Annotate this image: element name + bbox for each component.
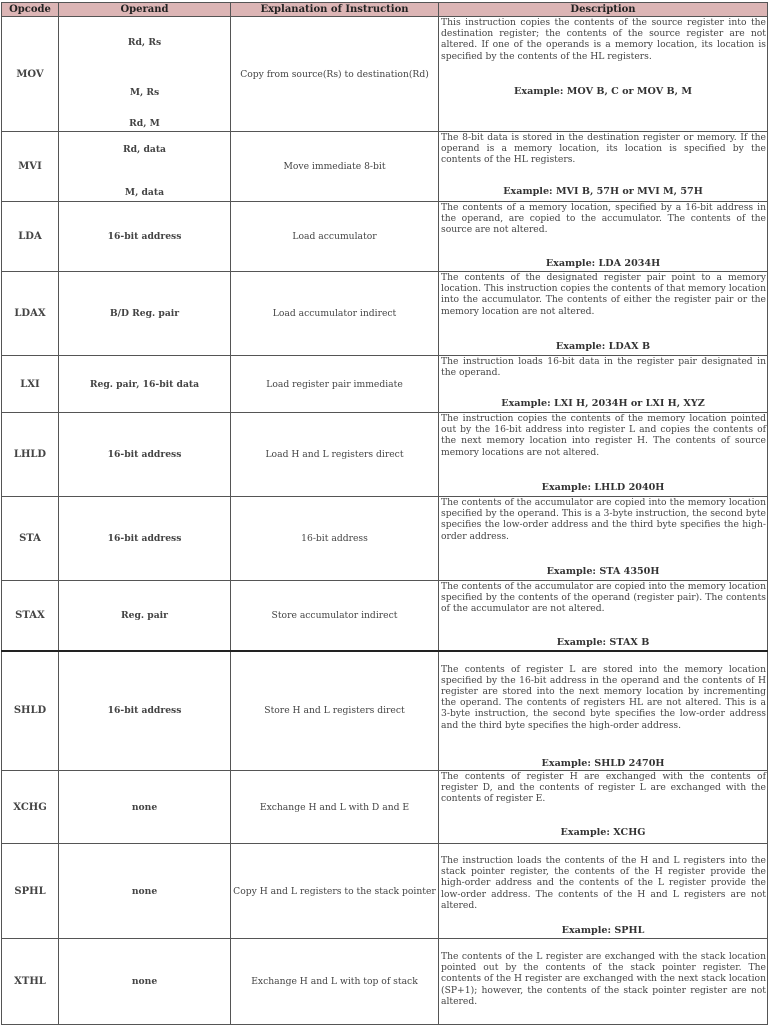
operand-value: Rd, Rs xyxy=(127,37,162,48)
description-text: The 8-bit data is stored in the destination register or memory. If the operand is a memory location, its location is specified by the contents of the HL registers. xyxy=(441,132,766,166)
opcode-cell: MVI xyxy=(2,132,59,202)
example-text: Example: STA 4350H xyxy=(546,566,660,577)
instruction-table xyxy=(1,2,768,1025)
operand-cell: none xyxy=(59,844,231,939)
operand-value: M, Rs xyxy=(129,87,160,98)
explanation-cell: Copy H and L registers to the stack pointer xyxy=(231,844,439,939)
description-text: The instruction copies the contents of the memory location pointed out by the 16-bit address into register L and copies the contents of the next memory location into register H. The contents of source memory locations are not altered. xyxy=(441,413,766,458)
opcode-cell: STA xyxy=(2,497,59,581)
operand-cell: Reg. pair, 16-bit data xyxy=(59,356,231,413)
table-row xyxy=(2,581,768,651)
description-cell xyxy=(439,844,768,939)
operand-cell: 16-bit address xyxy=(59,202,231,272)
opcode-cell: LDA xyxy=(2,202,59,272)
description-text: The instruction loads the contents of the H and L registers into the stack pointer register, the contents of the H register provide the high-order address and the contents of the L register provide the low-order address. The contents of the H and L registers are not altered. xyxy=(441,855,766,911)
operand-cell: none xyxy=(59,939,231,1025)
description-cell xyxy=(439,413,768,497)
description-text: The contents of the accumulator are copied into the memory location specified by the contents of the operand (register pair). The contents of the accumulator are not altered. xyxy=(441,581,766,615)
table-row xyxy=(2,497,768,581)
opcode-cell: SPHL xyxy=(2,844,59,939)
explanation-cell: Exchange H and L with top of stack xyxy=(231,939,439,1025)
example-text: Example: SHLD 2470H xyxy=(541,757,665,769)
example-text: Example: SPHL xyxy=(561,925,645,936)
explanation-cell: Load accumulator xyxy=(231,202,439,272)
opcode-cell: SHLD xyxy=(2,651,59,771)
table-row xyxy=(2,356,768,413)
opcode-cell: XTHL xyxy=(2,939,59,1025)
explanation-cell: Load H and L registers direct xyxy=(231,413,439,497)
example-text: Example: LHLD 2040H xyxy=(541,482,665,493)
opcode-cell: LDAX xyxy=(2,272,59,356)
operand-value: M, data xyxy=(124,187,165,198)
table-row xyxy=(2,413,768,497)
description-cell xyxy=(439,17,768,132)
header-opcode: Opcode xyxy=(2,3,59,17)
opcode-cell: XCHG xyxy=(2,771,59,844)
description-text: The contents of the accumulator are copied into the memory location specified by the operand. This is a 3-byte instruction, the second byte specifies the low-order address and the third byte specifies the high-order address. xyxy=(441,497,766,542)
table-row xyxy=(2,202,768,272)
description-cell xyxy=(439,771,768,844)
description-text: The contents of register L are stored into the memory location specified by the 16-bit address in the operand and the contents of H register are stored into the next memory location by incrementing the operand. The contents of registers HL are not altered. This is a 3-byte instruction, the second byte specifies the low-order address and the third byte specifies the high-order address. xyxy=(441,663,766,731)
operand-cell: 16-bit address xyxy=(59,651,231,771)
table-row xyxy=(2,771,768,844)
explanation-cell: Store accumulator indirect xyxy=(231,581,439,651)
header-operand: Operand xyxy=(59,3,231,17)
operand-cell: 16-bit address xyxy=(59,413,231,497)
table-row xyxy=(2,844,768,939)
example-text: Example: STAX B xyxy=(556,637,650,648)
operand-cell: 16-bit address xyxy=(59,497,231,581)
operand-cell: none xyxy=(59,771,231,844)
description-cell xyxy=(439,202,768,272)
table-row xyxy=(2,17,768,132)
description-text: The instruction loads 16-bit data in the register pair designated in the operand. xyxy=(441,356,766,379)
example-text: Example: LXI H, 2034H or LXI H, XYZ xyxy=(501,398,705,409)
example-text: Example: LDA 2034H xyxy=(545,258,661,269)
table-row xyxy=(2,132,768,202)
description-text: This instruction copies the contents of the source register into the destination register; the contents of the source register are not altered. If one of the operands is a memory location, its location is specified by the contents of the HL registers. xyxy=(441,17,766,62)
description-cell xyxy=(439,356,768,413)
operand-cell xyxy=(59,132,231,202)
description-cell xyxy=(439,581,768,651)
header-row xyxy=(2,3,768,17)
description-cell xyxy=(439,939,768,1025)
description-cell xyxy=(439,272,768,356)
description-text: The contents of the designated register pair point to a memory location. This instruction copies the contents of that memory location into the accumulator. The contents of either the register pair or the memory location are not altered. xyxy=(441,272,766,317)
explanation-cell: Store H and L registers direct xyxy=(231,651,439,771)
operand-value: Rd, M xyxy=(129,118,160,129)
description-cell xyxy=(439,132,768,202)
explanation-cell: Exchange H and L with D and E xyxy=(231,771,439,844)
explanation-cell: Load register pair immediate xyxy=(231,356,439,413)
opcode-cell: STAX xyxy=(2,581,59,651)
table-row xyxy=(2,272,768,356)
header-explanation: Explanation of Instruction xyxy=(231,3,439,17)
operand-cell: B/D Reg. pair xyxy=(59,272,231,356)
description-cell xyxy=(439,651,768,771)
example-text: Example: MOV B, C or MOV B, M xyxy=(514,86,692,97)
header-description: Description xyxy=(439,3,768,17)
description-text: The contents of register H are exchanged with the contents of register D, and the contents of register L are exchanged with the contents of register E. xyxy=(441,771,766,805)
description-text: The contents of the L register are exchanged with the stack location pointed out by the contents of the stack pointer register. The contents of the H register are exchanged with the next stack location (SP+1); however, the contents of the stack pointer register are not altered. xyxy=(441,951,766,1007)
example-text: Example: XCHG xyxy=(560,827,646,838)
description-text: The contents of a memory location, specified by a 16-bit address in the operand, are copied to the accumulator. The contents of the source are not altered. xyxy=(441,202,766,236)
example-text: Example: LDAX B xyxy=(555,341,651,352)
table-row xyxy=(2,939,768,1025)
explanation-cell: Move immediate 8-bit xyxy=(231,132,439,202)
opcode-cell: LXI xyxy=(2,356,59,413)
operand-value: Rd, data xyxy=(122,144,167,155)
table-row xyxy=(2,651,768,771)
operand-cell xyxy=(59,17,231,132)
explanation-cell: 16-bit address xyxy=(231,497,439,581)
operand-cell: Reg. pair xyxy=(59,581,231,651)
explanation-cell: Copy from source(Rs) to destination(Rd) xyxy=(231,17,439,132)
opcode-cell: MOV xyxy=(2,17,59,132)
description-cell xyxy=(439,497,768,581)
explanation-cell: Load accumulator indirect xyxy=(231,272,439,356)
example-text: Example: MVI B, 57H or MVI M, 57H xyxy=(503,186,703,197)
opcode-cell: LHLD xyxy=(2,413,59,497)
